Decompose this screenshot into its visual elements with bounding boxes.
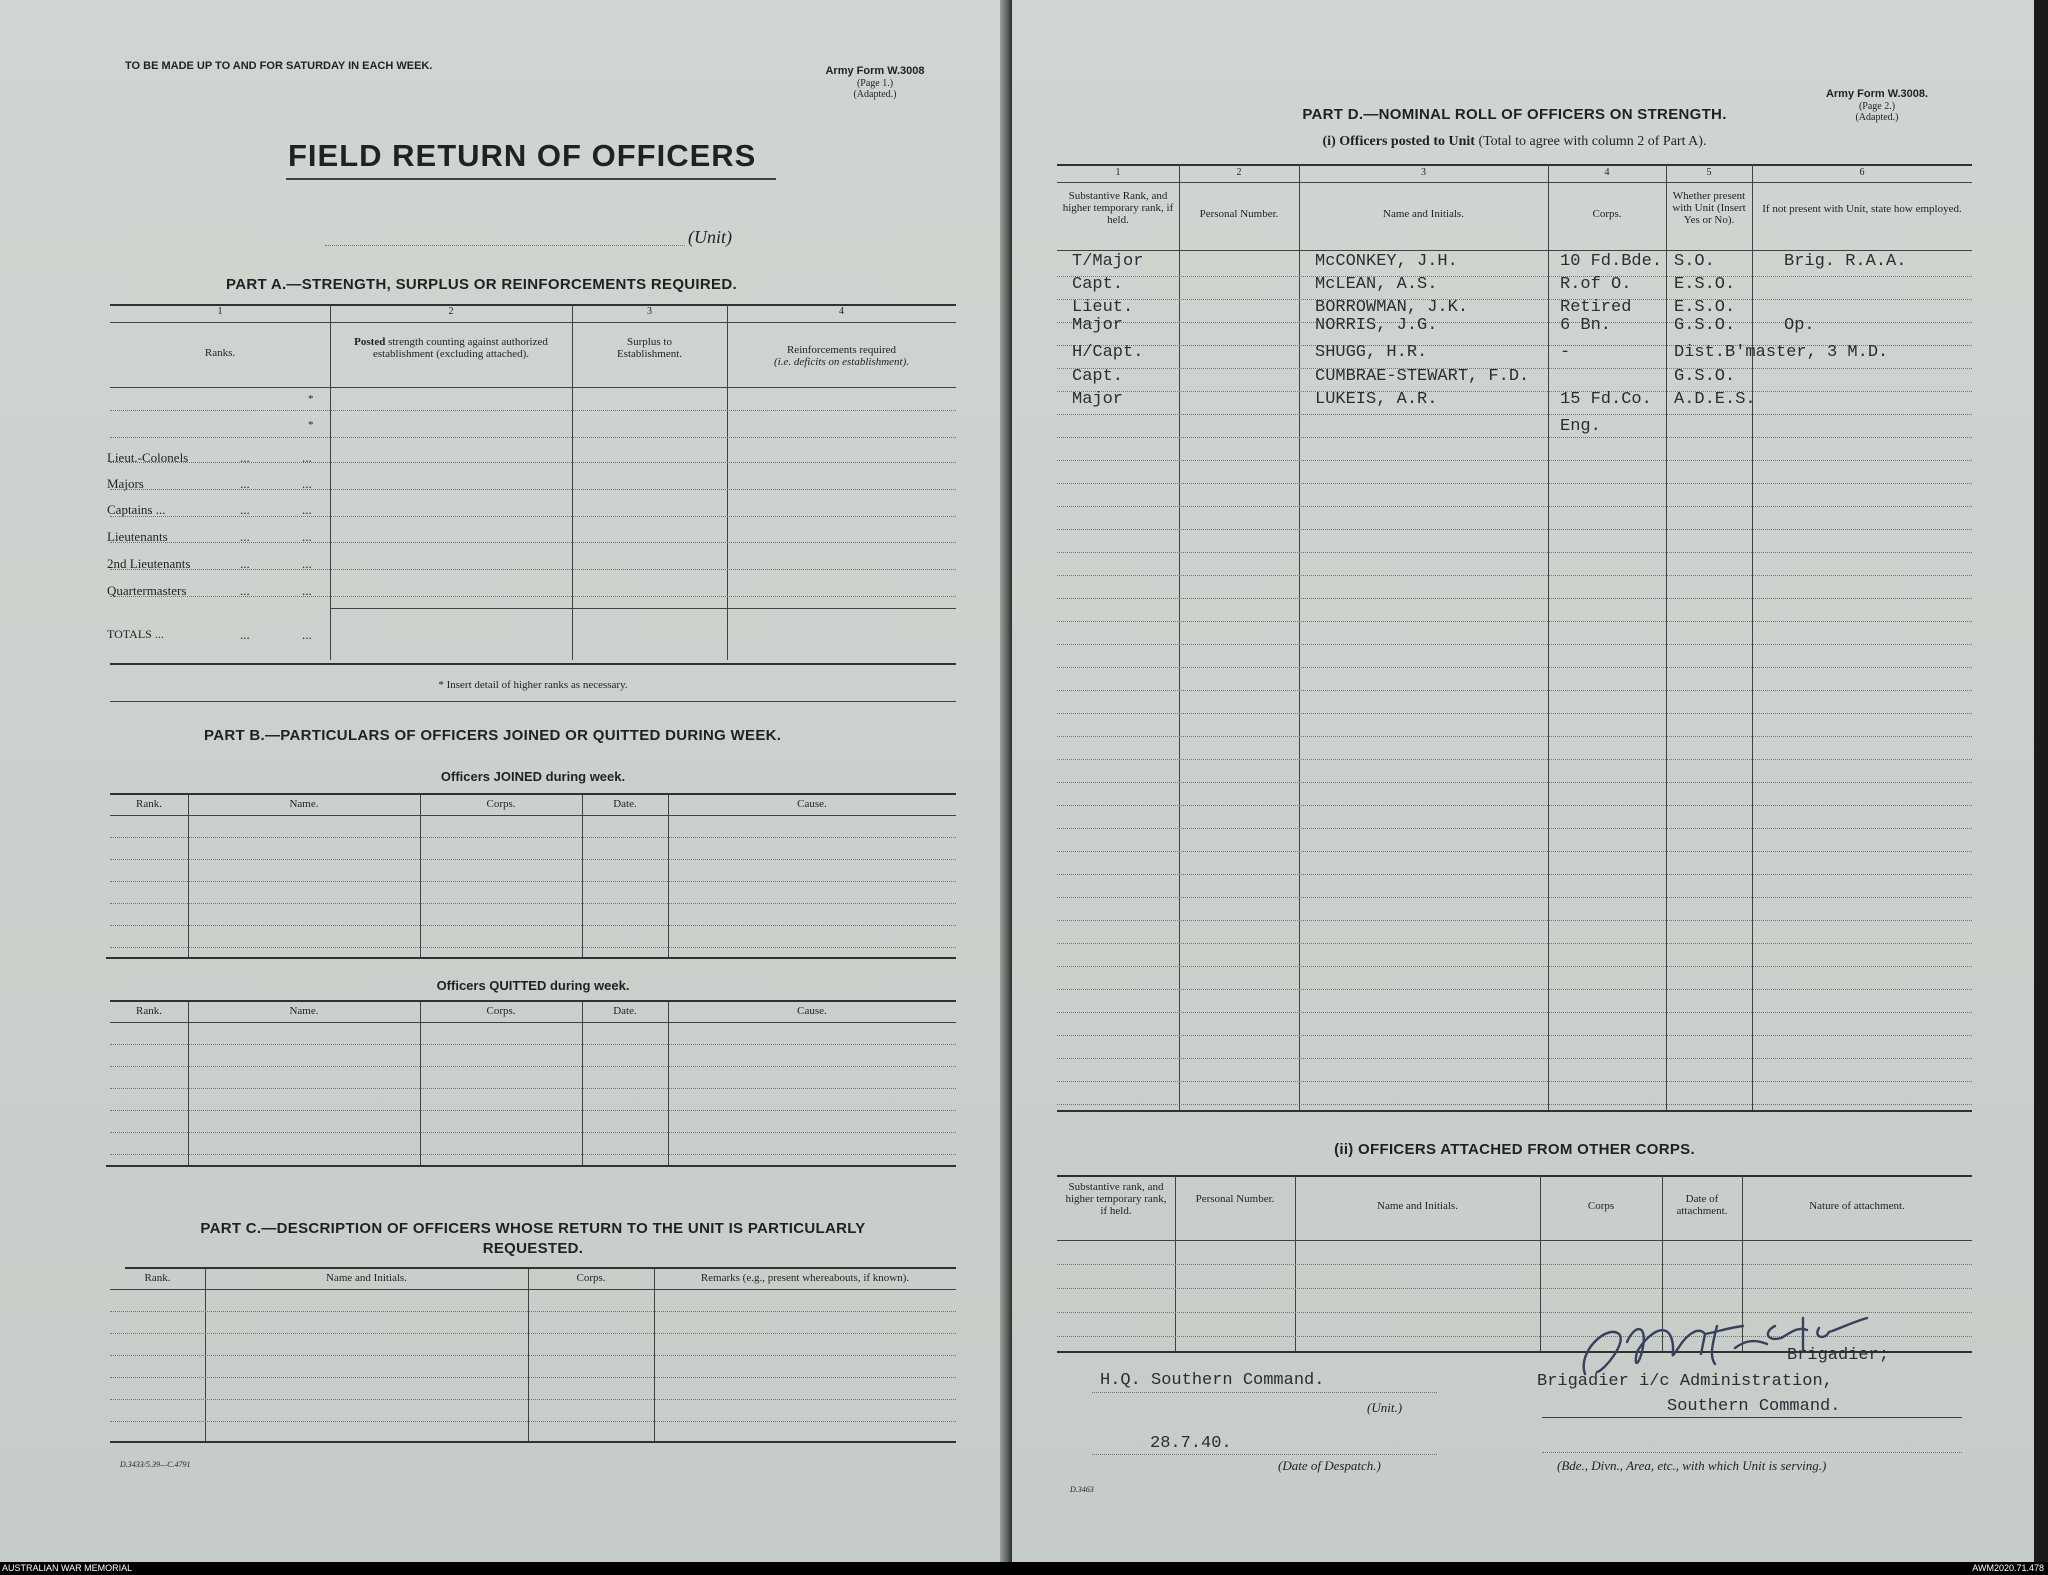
roll-rank: Major bbox=[1072, 390, 1124, 409]
star-1: * bbox=[308, 393, 314, 405]
part-c-row-line bbox=[110, 1333, 956, 1334]
date-caption: (Date of Despatch.) bbox=[1278, 1458, 1381, 1473]
page-note: (Page 1.) bbox=[856, 78, 894, 89]
part-c-header: Remarks (e.g., present whereabouts, if known). bbox=[700, 1272, 910, 1284]
part-d-row-line bbox=[1057, 575, 1972, 576]
unit-dotted-line bbox=[325, 245, 685, 246]
reinforce-sub: (i.e. deficits on establishment). bbox=[773, 356, 910, 368]
part-d-col-number: 4 bbox=[1604, 167, 1610, 178]
part-a-col2-num: 2 bbox=[448, 306, 454, 317]
part-a-vline-2 bbox=[572, 304, 573, 660]
bde-dotted-line bbox=[1542, 1452, 1962, 1453]
part-a-totals-rule bbox=[330, 608, 956, 609]
part-d-row-line bbox=[1057, 621, 1972, 622]
part-d-row-line bbox=[1057, 299, 1972, 300]
part-d-row-line bbox=[1057, 529, 1972, 530]
part-d-row-line bbox=[1057, 759, 1972, 760]
part-d-row-line bbox=[1057, 851, 1972, 852]
part-c-header: Corps. bbox=[576, 1272, 606, 1284]
part-d-row-line bbox=[1057, 276, 1972, 277]
totals-dots-1: ... bbox=[240, 627, 250, 642]
roll-present: S.O. bbox=[1674, 252, 1715, 271]
quitted-header: Date. bbox=[613, 1005, 637, 1017]
part-d-row-line bbox=[1057, 989, 1972, 990]
roll-rank: T/Major bbox=[1072, 252, 1144, 271]
part-a-rank-row-line bbox=[110, 542, 330, 543]
roll-name: CUMBRAE-STEWART, F.D. bbox=[1315, 367, 1530, 386]
roll-present: G.S.O. bbox=[1674, 316, 1736, 335]
joined-row-line bbox=[110, 837, 956, 838]
part-d-row-line bbox=[1057, 1104, 1972, 1105]
part-a-vline-3 bbox=[727, 304, 728, 660]
rank-dots-2b: ... bbox=[302, 476, 312, 491]
part-a-value-row-line bbox=[331, 596, 956, 597]
attached-header-rule bbox=[1057, 1240, 1972, 1241]
quitted-vline bbox=[188, 1002, 189, 1165]
roll-corps: Retired bbox=[1560, 298, 1632, 317]
part-a-title: PART A.—STRENGTH, SURPLUS OR REINFORCEMENTS REQUIRED. bbox=[226, 276, 737, 293]
part-a-num-rule bbox=[110, 322, 956, 323]
roll-present: G.S.O. bbox=[1674, 367, 1736, 386]
roll-name: SHUGG, H.R. bbox=[1315, 343, 1428, 362]
joined-vline bbox=[668, 795, 669, 957]
part-a-ranks-header: Ranks. bbox=[204, 347, 236, 359]
part-d-col-header: Whether present with Unit (Insert Yes or No). bbox=[1672, 190, 1746, 226]
part-d-col-number: 3 bbox=[1421, 167, 1426, 178]
title-underline bbox=[286, 178, 776, 180]
roll-corps: 6 Bn. bbox=[1560, 316, 1612, 335]
part-c-row-line bbox=[110, 1311, 956, 1312]
attached-vline bbox=[1295, 1175, 1296, 1351]
part-d-row-line bbox=[1057, 414, 1972, 415]
joined-header: Date. bbox=[613, 798, 637, 810]
unit-value: H.Q. Southern Command. bbox=[1100, 1371, 1325, 1390]
footer-right: AWM2020.71.478 bbox=[1972, 1563, 2044, 1573]
part-d-row-line bbox=[1057, 1035, 1972, 1036]
part-d-row-line bbox=[1057, 506, 1972, 507]
part-d-col-header: Name and Initials. bbox=[1383, 208, 1464, 220]
attached-vline bbox=[1175, 1175, 1176, 1351]
quitted-row-line bbox=[110, 1088, 956, 1089]
part-d-row-line bbox=[1057, 322, 1972, 323]
roll-rank: Lieut. bbox=[1072, 298, 1134, 317]
rank-lieutenants: Lieutenants bbox=[107, 529, 168, 544]
top-note: TO BE MADE UP TO AND FOR SATURDAY IN EACH WEEK. bbox=[125, 60, 433, 72]
subtitle-bold: (i) Officers posted to Unit bbox=[1322, 134, 1475, 149]
quitted-vline bbox=[582, 1002, 583, 1165]
part-c-top-rule bbox=[125, 1267, 956, 1269]
part-d-vline bbox=[1299, 164, 1300, 1110]
joined-top-rule bbox=[110, 793, 956, 795]
part-a-value-row-line bbox=[331, 516, 956, 517]
part-a-value-row-line bbox=[331, 437, 956, 438]
joined-row-line bbox=[110, 903, 956, 904]
part-a-col4-num: 4 bbox=[839, 306, 844, 317]
joined-header: Corps. bbox=[486, 798, 516, 810]
rank-majors: Majors bbox=[107, 476, 144, 491]
signature-line1: Brigadier; bbox=[1787, 1346, 1890, 1365]
form-title: FIELD RETURN OF OFFICERS bbox=[288, 138, 757, 173]
quitted-header: Corps. bbox=[486, 1005, 516, 1017]
part-d-row-line bbox=[1057, 782, 1972, 783]
rank-captains: Captains ... bbox=[107, 502, 166, 517]
unit-caption: (Unit.) bbox=[1367, 1400, 1403, 1415]
part-d-row-line bbox=[1057, 644, 1972, 645]
rank-dots-6b: ... bbox=[302, 583, 312, 598]
rank-lieut-colonels: Lieut.-Colonels bbox=[107, 450, 189, 465]
unit-dotted-line bbox=[1092, 1392, 1437, 1393]
roll-employed: Op. bbox=[1784, 316, 1815, 335]
quitted-header: Cause. bbox=[797, 1005, 827, 1017]
unit-label: (Unit) bbox=[688, 227, 732, 247]
quitted-title: Officers QUITTED during week. bbox=[436, 978, 630, 993]
rank-dots-1b: ... bbox=[302, 450, 312, 465]
joined-header: Name. bbox=[289, 798, 319, 810]
right-print-code: D.3463 bbox=[1070, 1485, 1094, 1494]
part-d-header-rule bbox=[1057, 250, 1972, 251]
joined-vline bbox=[582, 795, 583, 957]
part-d-row-line bbox=[1057, 483, 1972, 484]
part-d-row-line bbox=[1057, 1012, 1972, 1013]
part-d-vline bbox=[1752, 164, 1753, 1110]
part-a-col3-num: 3 bbox=[647, 306, 652, 317]
archive-footer bbox=[0, 1562, 2048, 1575]
rank-dots-4b: ... bbox=[302, 529, 312, 544]
roll-name: McCONKEY, J.H. bbox=[1315, 252, 1458, 271]
rank-dots-5: ... bbox=[240, 556, 250, 571]
posted-rest: strength counting against authorized establishment (excluding attached). bbox=[372, 336, 548, 360]
attached-col-header: Corps bbox=[1587, 1200, 1615, 1212]
roll-corps: Eng. bbox=[1560, 417, 1601, 436]
part-d-subtitle bbox=[1057, 134, 1972, 150]
subtitle-rest: (Total to agree with column 2 of Part A). bbox=[1478, 134, 1707, 149]
part-d-row-line bbox=[1057, 805, 1972, 806]
attached-row-line bbox=[1057, 1288, 1972, 1289]
roll-present: Dist.B'master, 3 M.D. bbox=[1674, 343, 1889, 362]
part-a-vline-1 bbox=[330, 304, 331, 660]
roll-corps: 15 Fd.Co. bbox=[1560, 390, 1652, 409]
part-d-row-line bbox=[1057, 736, 1972, 737]
posted-bold: Posted bbox=[354, 336, 386, 348]
right-page-note: (Page 2.) bbox=[1858, 101, 1896, 112]
joined-header: Rank. bbox=[136, 798, 162, 810]
part-d-row-line bbox=[1057, 460, 1972, 461]
right-adapted-note: (Adapted.) bbox=[1855, 112, 1899, 123]
attached-title: (ii) OFFICERS ATTACHED FROM OTHER CORPS. bbox=[1334, 1141, 1695, 1158]
part-d-vline bbox=[1179, 164, 1180, 1110]
part-c-row-line bbox=[110, 1399, 956, 1400]
part-a-value-row-line bbox=[331, 569, 956, 570]
quitted-top-rule bbox=[110, 1000, 956, 1002]
part-d-col-number: 2 bbox=[1236, 167, 1242, 178]
roll-rank: Major bbox=[1072, 316, 1124, 335]
date-value: 28.7.40. bbox=[1150, 1434, 1232, 1453]
totals-label: TOTALS ... bbox=[107, 627, 164, 641]
part-b-title: PART B.—PARTICULARS OF OFFICERS JOINED OR QUITTED DURING WEEK. bbox=[204, 727, 782, 744]
quitted-row-line bbox=[110, 1110, 956, 1111]
roll-present: E.S.O. bbox=[1674, 275, 1736, 294]
part-d-row-line bbox=[1057, 437, 1972, 438]
quitted-vline bbox=[420, 1002, 421, 1165]
rank-dots-4: ... bbox=[240, 529, 250, 544]
part-d-row-line bbox=[1057, 667, 1972, 668]
rank-dots-6: ... bbox=[240, 583, 250, 598]
part-d-col-header: Substantive Rank, and higher temporary rank, if held. bbox=[1062, 190, 1174, 226]
part-c-header-rule bbox=[110, 1289, 956, 1290]
part-d-row-line bbox=[1057, 966, 1972, 967]
quitted-row-line bbox=[110, 1044, 956, 1045]
joined-vline bbox=[188, 795, 189, 957]
attached-col-header: Name and Initials. bbox=[1377, 1200, 1458, 1212]
quitted-bottom-rule bbox=[106, 1165, 956, 1167]
part-d-row-line bbox=[1057, 874, 1972, 875]
part-d-row-line bbox=[1057, 897, 1972, 898]
part-a-bottom-rule bbox=[110, 663, 956, 665]
attached-top-rule bbox=[1057, 1175, 1972, 1177]
left-page bbox=[0, 0, 1010, 1562]
right-army-form-label: Army Form W.3008. bbox=[1825, 88, 1929, 100]
roll-employed: Brig. R.A.A. bbox=[1784, 252, 1907, 271]
part-a-footnote: * Insert detail of higher ranks as necessary. bbox=[438, 679, 628, 691]
roll-name: LUKEIS, A.R. bbox=[1315, 390, 1438, 409]
quitted-header: Name. bbox=[289, 1005, 319, 1017]
rank-quartermasters: Quartermasters bbox=[107, 583, 187, 598]
joined-bottom-rule bbox=[106, 957, 956, 959]
part-d-col-number: 6 bbox=[1859, 167, 1865, 178]
part-d-row-line bbox=[1057, 391, 1972, 392]
part-a-value-row-line bbox=[331, 462, 956, 463]
part-c-bottom-rule bbox=[110, 1441, 956, 1443]
attached-col-header: Date of attachment. bbox=[1676, 1193, 1728, 1217]
adapted-note: (Adapted.) bbox=[853, 89, 897, 100]
joined-vline bbox=[420, 795, 421, 957]
part-a-rank-row-line bbox=[110, 437, 330, 438]
left-print-code: D.3433/5.39—C.4791 bbox=[120, 1460, 191, 1469]
joined-title: Officers JOINED during week. bbox=[440, 769, 626, 784]
part-d-top-rule bbox=[1057, 164, 1972, 166]
part-a-footnote-rule bbox=[110, 701, 956, 702]
roll-rank: Capt. bbox=[1072, 367, 1124, 386]
attached-col-header: Personal Number. bbox=[1195, 1193, 1275, 1205]
rank-dots-2: ... bbox=[240, 476, 250, 491]
part-d-bottom-rule bbox=[1057, 1110, 1972, 1112]
rank-dots-3: ... bbox=[240, 502, 250, 517]
part-d-col-number: 5 bbox=[1706, 167, 1712, 178]
part-d-row-line bbox=[1057, 598, 1972, 599]
signature-underline bbox=[1542, 1417, 1962, 1418]
part-d-row-line bbox=[1057, 943, 1972, 944]
roll-rank: H/Capt. bbox=[1072, 343, 1144, 362]
part-a-value-row-line bbox=[331, 542, 956, 543]
part-d-col-header: If not present with Unit, state how employed. bbox=[1762, 203, 1962, 215]
reinforce-label: Reinforcements required bbox=[786, 344, 897, 356]
date-dotted-line bbox=[1092, 1454, 1437, 1455]
roll-rank: Capt. bbox=[1072, 275, 1124, 294]
totals-dots-2: ... bbox=[302, 627, 312, 642]
part-a-rank-row-line bbox=[110, 489, 330, 490]
roll-name: McLEAN, A.S. bbox=[1315, 275, 1438, 294]
joined-row-line bbox=[110, 925, 956, 926]
right-page bbox=[1012, 0, 2038, 1562]
part-c-title-line1: PART C.—DESCRIPTION OF OFFICERS WHOSE RETURN TO THE UNIT IS PARTICULARLY bbox=[200, 1220, 866, 1237]
quitted-row-line bbox=[110, 1066, 956, 1067]
part-d-title: PART D.—NOMINAL ROLL OF OFFICERS ON STRENGTH. bbox=[1302, 106, 1727, 123]
attached-col-header: Nature of attachment. bbox=[1809, 1200, 1905, 1212]
part-c-header: Name and Initials. bbox=[326, 1272, 407, 1284]
part-d-col-number: 1 bbox=[1115, 167, 1121, 178]
part-c-row-line bbox=[110, 1421, 956, 1422]
part-a-rank-row-line bbox=[110, 516, 330, 517]
roll-name: BORROWMAN, J.K. bbox=[1315, 298, 1469, 317]
quitted-vline bbox=[668, 1002, 669, 1165]
joined-header: Cause. bbox=[797, 798, 827, 810]
quitted-header: Rank. bbox=[136, 1005, 162, 1017]
quitted-header-rule bbox=[110, 1022, 956, 1023]
part-a-rank-row-line bbox=[110, 569, 330, 570]
attached-vline bbox=[1540, 1175, 1541, 1351]
rank-dots-1: ... bbox=[240, 450, 250, 465]
part-c-title-line2: REQUESTED. bbox=[482, 1240, 584, 1257]
part-a-value-row-line bbox=[331, 410, 956, 411]
roll-corps: R.of O. bbox=[1560, 275, 1632, 294]
rank-dots-3b: ... bbox=[302, 502, 312, 517]
roll-corps: 10 Fd.Bde. bbox=[1560, 252, 1663, 271]
joined-row-line bbox=[110, 859, 956, 860]
part-d-row-line bbox=[1057, 713, 1972, 714]
part-d-row-line bbox=[1057, 690, 1972, 691]
part-a-reinforce-header bbox=[737, 344, 946, 368]
part-d-col-header: Personal Number. bbox=[1199, 208, 1279, 220]
signature-line2: Brigadier i/c Administration, bbox=[1537, 1372, 1833, 1391]
part-a-rank-row-line bbox=[110, 410, 330, 411]
bde-caption: (Bde., Divn., Area, etc., with which Unit is serving.) bbox=[1557, 1458, 1827, 1473]
part-a-rank-row-line bbox=[110, 462, 330, 463]
quitted-row-line bbox=[110, 1154, 956, 1155]
roll-present: E.S.O. bbox=[1674, 298, 1736, 317]
part-d-row-line bbox=[1057, 920, 1972, 921]
joined-row-line bbox=[110, 881, 956, 882]
part-d-row-line bbox=[1057, 552, 1972, 553]
part-d-row-line bbox=[1057, 1058, 1972, 1059]
part-d-row-line bbox=[1057, 1081, 1972, 1082]
part-d-vline bbox=[1666, 164, 1667, 1110]
army-form-label: Army Form W.3008 bbox=[825, 65, 925, 77]
part-c-header: Rank. bbox=[144, 1272, 171, 1284]
roll-name: NORRIS, J.G. bbox=[1315, 316, 1438, 335]
part-a-surplus-header: Surplus to Establishment. bbox=[616, 336, 683, 360]
star-2: * bbox=[308, 419, 314, 431]
rank-2nd-lieutenants: 2nd Lieutenants bbox=[107, 556, 191, 571]
joined-header-rule bbox=[110, 815, 956, 816]
part-a-posted-header bbox=[340, 336, 562, 360]
roll-present: A.D.E.S. bbox=[1674, 390, 1756, 409]
part-d-col-header: Corps. bbox=[1592, 208, 1622, 220]
part-d-vline bbox=[1548, 164, 1549, 1110]
attached-col-header: Substantive rank, and higher temporary rank, if held. bbox=[1065, 1181, 1167, 1217]
rank-dots-5b: ... bbox=[302, 556, 312, 571]
part-d-row-line bbox=[1057, 828, 1972, 829]
attached-row-line bbox=[1057, 1264, 1972, 1265]
part-d-num-rule bbox=[1057, 182, 1972, 183]
part-a-value-row-line bbox=[331, 489, 956, 490]
joined-row-line bbox=[110, 947, 956, 948]
part-a-rank-row-line bbox=[110, 596, 330, 597]
signature-line3: Southern Command. bbox=[1667, 1397, 1841, 1416]
footer-left: AUSTRALIAN WAR MEMORIAL bbox=[2, 1563, 133, 1573]
page-edge-shadow bbox=[2034, 0, 2048, 1562]
part-a-col1-num: 1 bbox=[217, 306, 223, 317]
quitted-row-line bbox=[110, 1132, 956, 1133]
roll-corps: - bbox=[1560, 343, 1571, 362]
part-c-row-line bbox=[110, 1377, 956, 1378]
part-c-row-line bbox=[110, 1355, 956, 1356]
part-a-header-rule bbox=[110, 387, 956, 388]
